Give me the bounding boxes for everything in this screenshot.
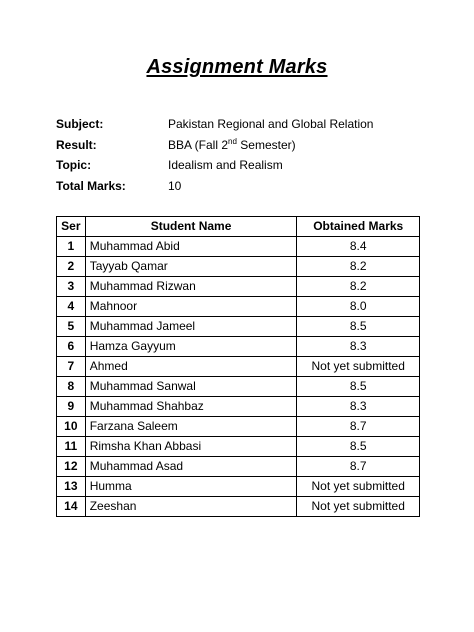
table-row — [57, 477, 420, 497]
row-obtained-marks-cell: 8.2 — [297, 277, 420, 297]
header-ser: Ser — [57, 217, 86, 237]
row-ser-cell: 5 — [57, 317, 86, 337]
header-student-name: Student Name — [85, 217, 297, 237]
result-value-superscript: nd — [228, 136, 237, 146]
row-obtained-marks-cell: Not yet submitted — [297, 497, 420, 517]
row-obtained-marks-cell: 8.4 — [297, 237, 420, 257]
row-student-name-cell: Muhammad Asad — [85, 457, 297, 477]
row-student-name-cell: Muhammad Shahbaz — [85, 397, 297, 417]
header-obtained-marks: Obtained Marks — [297, 217, 420, 237]
table-row — [57, 437, 420, 457]
row-student-name-cell: Muhammad Sanwal — [85, 377, 297, 397]
row-student-name-cell: Humma — [85, 477, 297, 497]
marks-table-body — [57, 237, 420, 517]
row-ser-cell: 12 — [57, 457, 86, 477]
row-obtained-marks-cell: 8.7 — [297, 457, 420, 477]
row-student-name-cell: Tayyab Qamar — [85, 257, 297, 277]
row-student-name-cell: Zeeshan — [85, 497, 297, 517]
row-ser-cell: 1 — [57, 237, 86, 257]
page-title: Assignment Marks — [146, 56, 328, 78]
row-ser-cell: 11 — [57, 437, 86, 457]
row-obtained-marks-cell: 8.2 — [297, 257, 420, 277]
row-ser-cell: 4 — [57, 297, 86, 317]
row-ser-cell: 7 — [57, 357, 86, 377]
row-ser-cell: 13 — [57, 477, 86, 497]
row-ser-cell: 8 — [57, 377, 86, 397]
marks-table — [56, 216, 420, 517]
subject-row — [56, 114, 436, 135]
subject-label: Subject: — [56, 117, 104, 131]
table-row — [57, 357, 420, 377]
table-row — [57, 497, 420, 517]
result-label: Result: — [56, 137, 97, 152]
table-row — [57, 277, 420, 297]
table-row — [57, 377, 420, 397]
row-student-name-cell: Muhammad Jameel — [85, 317, 297, 337]
row-obtained-marks-cell: Not yet submitted — [297, 477, 420, 497]
table-row — [57, 297, 420, 317]
topic-row — [56, 155, 436, 176]
table-row — [57, 417, 420, 437]
row-ser-cell: 6 — [57, 337, 86, 357]
total-marks-label: Total Marks: — [56, 178, 126, 193]
table-row — [57, 317, 420, 337]
result-value-pre: BBA (Fall 2 — [168, 137, 229, 152]
row-student-name-cell: Mahnoor — [85, 297, 297, 317]
row-student-name-cell: Muhammad Abid — [85, 237, 297, 257]
row-obtained-marks-cell: 8.5 — [297, 377, 420, 397]
row-student-name-cell: Hamza Gayyum — [85, 337, 297, 357]
row-ser-cell: 9 — [57, 397, 86, 417]
row-student-name-cell: Rimsha Khan Abbasi — [85, 437, 297, 457]
total-marks-row — [56, 176, 436, 197]
row-obtained-marks-cell: 8.3 — [297, 397, 420, 417]
table-row — [57, 257, 420, 277]
row-ser-cell: 10 — [57, 417, 86, 437]
topic-label: Topic: — [56, 158, 92, 172]
table-row — [57, 237, 420, 257]
row-obtained-marks-cell: 8.5 — [297, 317, 420, 337]
topic-value: Idealism and Realism — [168, 158, 283, 172]
row-ser-cell: 14 — [57, 497, 86, 517]
row-ser-cell: 3 — [57, 277, 86, 297]
row-obtained-marks-cell: 8.3 — [297, 337, 420, 357]
table-row — [57, 397, 420, 417]
row-obtained-marks-cell: Not yet submitted — [297, 357, 420, 377]
row-obtained-marks-cell: 8.7 — [297, 417, 420, 437]
total-marks-value: 10 — [168, 178, 182, 193]
result-value-post: Semester) — [236, 137, 296, 152]
assignment-info — [56, 114, 436, 196]
table-row — [57, 457, 420, 477]
table-header-row — [57, 217, 420, 237]
table-row — [57, 337, 420, 357]
row-student-name-cell: Farzana Saleem — [85, 417, 297, 437]
result-value — [168, 135, 296, 156]
subject-value: Pakistan Regional and Global Relation — [168, 117, 374, 131]
row-obtained-marks-cell: 8.5 — [297, 437, 420, 457]
result-row — [56, 135, 436, 156]
row-student-name-cell: Ahmed — [85, 357, 297, 377]
row-student-name-cell: Muhammad Rizwan — [85, 277, 297, 297]
row-obtained-marks-cell: 8.0 — [297, 297, 420, 317]
row-ser-cell: 2 — [57, 257, 86, 277]
